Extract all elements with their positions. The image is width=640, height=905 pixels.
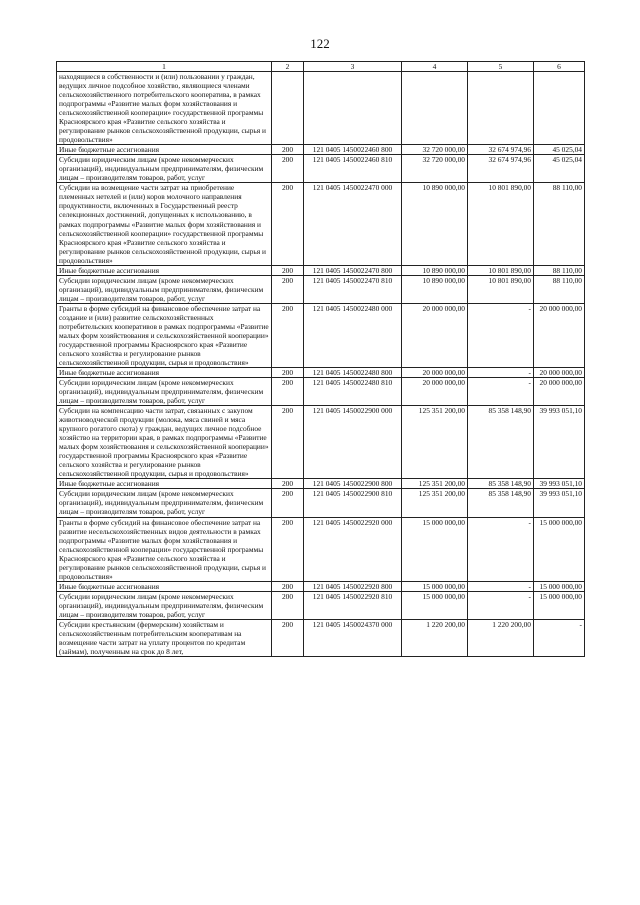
row-plan-amount-cell: 15 000 000,00 bbox=[402, 517, 468, 581]
row-plan-amount-cell: 32 720 000,00 bbox=[402, 155, 468, 183]
row-plan-amount-cell: 20 000 000,00 bbox=[402, 378, 468, 406]
row-kbk-cell: 121 0405 1450022480 000 bbox=[304, 303, 402, 367]
row-remainder-amount-cell: 15 000 000,00 bbox=[534, 517, 585, 581]
table-row bbox=[57, 72, 585, 145]
row-executed-amount-cell: - bbox=[468, 591, 534, 619]
row-kbk-cell: 121 0405 1450022460 800 bbox=[304, 145, 402, 155]
row-plan-amount-cell: 10 890 000,00 bbox=[402, 265, 468, 275]
row-name-cell: находящиеся в собственности и (или) пользовании у граждан, ведущих личное подсобное хозяйство, являющиеся членами сельскохозяйственного потребительского кооператива, в рамках подпрограммы «Развитие малых форм хозяйствования и сельскохозяйственной кооперации» государственной программы Красноярского края «Развитие сельского хозяйства и регулирование рынков сельскохозяйственной продукции, сырья и продовольствия» bbox=[57, 72, 272, 145]
row-code-cell: 200 bbox=[272, 303, 304, 367]
row-name-cell: Субсидии крестьянским (фермерским) хозяйствам и сельскохозяйственным потребительским кооперативам на возмещение части затрат на уплату процентов по кредитам (займам), полученным на срок до 8 лет, bbox=[57, 619, 272, 656]
row-code-cell: 200 bbox=[272, 489, 304, 517]
row-executed-amount-cell: 85 358 148,90 bbox=[468, 489, 534, 517]
table-row bbox=[57, 368, 585, 378]
row-name-cell: Иные бюджетные ассигнования bbox=[57, 479, 272, 489]
row-remainder-amount-cell: 45 025,04 bbox=[534, 145, 585, 155]
row-kbk-cell: 121 0405 1450022460 810 bbox=[304, 155, 402, 183]
row-code-cell: 200 bbox=[272, 406, 304, 479]
row-executed-amount-cell: 10 801 890,00 bbox=[468, 275, 534, 303]
row-executed-amount-cell: 10 801 890,00 bbox=[468, 183, 534, 265]
row-executed-amount-cell: - bbox=[468, 517, 534, 581]
column-header: 4 bbox=[402, 62, 468, 72]
table-row bbox=[57, 145, 585, 155]
row-executed-amount-cell: 85 358 148,90 bbox=[468, 479, 534, 489]
row-plan-amount-cell: 125 351 200,00 bbox=[402, 489, 468, 517]
table-row bbox=[57, 489, 585, 517]
row-plan-amount-cell: 32 720 000,00 bbox=[402, 145, 468, 155]
table-row bbox=[57, 406, 585, 479]
row-plan-amount-cell: 10 890 000,00 bbox=[402, 275, 468, 303]
row-code-cell: 200 bbox=[272, 581, 304, 591]
row-code-cell: 200 bbox=[272, 183, 304, 265]
row-plan-amount-cell: 125 351 200,00 bbox=[402, 406, 468, 479]
row-code-cell: 200 bbox=[272, 145, 304, 155]
row-executed-amount-cell: - bbox=[468, 368, 534, 378]
row-name-cell: Субсидии юридическим лицам (кроме некоммерческих организаций), индивидуальным предпринимателям, физическим лицам – производителям товаров, работ, услуг bbox=[57, 591, 272, 619]
row-name-cell: Субсидии юридическим лицам (кроме некоммерческих организаций), индивидуальным предпринимателям, физическим лицам – производителям товаров, работ, услуг bbox=[57, 489, 272, 517]
row-kbk-cell: 121 0405 1450022480 800 bbox=[304, 368, 402, 378]
row-remainder-amount-cell: 88 110,00 bbox=[534, 265, 585, 275]
row-executed-amount-cell: 10 801 890,00 bbox=[468, 265, 534, 275]
row-kbk-cell: 121 0405 1450022920 000 bbox=[304, 517, 402, 581]
column-header: 5 bbox=[468, 62, 534, 72]
row-name-cell: Иные бюджетные ассигнования bbox=[57, 368, 272, 378]
column-header: 1 bbox=[57, 62, 272, 72]
row-kbk-cell: 121 0405 1450022480 810 bbox=[304, 378, 402, 406]
row-plan-amount-cell bbox=[402, 72, 468, 145]
budget-table bbox=[56, 61, 585, 657]
row-name-cell: Субсидии на компенсацию части затрат, связанных с закупом животноводческой продукции (молока, мяса свиней и мяса крупного рогатого скота) у граждан, ведущих личное подсобное хозяйство на территории края, в рамках подпрограммы «Развитие малых форм хозяйствования и сельскохозяйственной кооперации» государственной программы Красноярского края «Развитие сельского хозяйства и регулирование рынков сельскохозяйственной продукции, сырья и продовольствия» bbox=[57, 406, 272, 479]
row-remainder-amount-cell bbox=[534, 72, 585, 145]
row-executed-amount-cell bbox=[468, 72, 534, 145]
table-row bbox=[57, 378, 585, 406]
row-executed-amount-cell: - bbox=[468, 303, 534, 367]
row-executed-amount-cell: - bbox=[468, 581, 534, 591]
row-code-cell: 200 bbox=[272, 517, 304, 581]
table-row bbox=[57, 479, 585, 489]
row-remainder-amount-cell: - bbox=[534, 619, 585, 656]
row-plan-amount-cell: 20 000 000,00 bbox=[402, 368, 468, 378]
row-kbk-cell: 121 0405 1450022900 000 bbox=[304, 406, 402, 479]
row-kbk-cell: 121 0405 1450022470 800 bbox=[304, 265, 402, 275]
row-name-cell: Гранты в форме субсидий на финансовое обеспечение затрат на создание и (или) развитие сельскохозяйственных потребительских кооперативов в рамках подпрограммы «Развитие малых форм хозяйствования и сельскохозяйственной кооперации» государственной программы Красноярского края «Развитие сельского хозяйства и регулирование рынков сельскохозяйственной продукции, сырья и продовольствия» bbox=[57, 303, 272, 367]
row-remainder-amount-cell: 39 993 051,10 bbox=[534, 489, 585, 517]
row-kbk-cell: 121 0405 1450024370 000 bbox=[304, 619, 402, 656]
row-executed-amount-cell: 85 358 148,90 bbox=[468, 406, 534, 479]
row-kbk-cell: 121 0405 1450022920 800 bbox=[304, 581, 402, 591]
row-name-cell: Иные бюджетные ассигнования bbox=[57, 145, 272, 155]
table-row bbox=[57, 155, 585, 183]
row-remainder-amount-cell: 39 993 051,10 bbox=[534, 406, 585, 479]
column-header: 3 bbox=[304, 62, 402, 72]
row-kbk-cell: 121 0405 1450022900 810 bbox=[304, 489, 402, 517]
row-remainder-amount-cell: 88 110,00 bbox=[534, 275, 585, 303]
row-code-cell: 200 bbox=[272, 619, 304, 656]
row-remainder-amount-cell: 20 000 000,00 bbox=[534, 378, 585, 406]
row-code-cell: 200 bbox=[272, 378, 304, 406]
row-code-cell bbox=[272, 72, 304, 145]
row-remainder-amount-cell: 20 000 000,00 bbox=[534, 303, 585, 367]
table-header-row bbox=[57, 62, 585, 72]
row-plan-amount-cell: 1 220 200,00 bbox=[402, 619, 468, 656]
row-code-cell: 200 bbox=[272, 591, 304, 619]
table-row bbox=[57, 303, 585, 367]
row-plan-amount-cell: 20 000 000,00 bbox=[402, 303, 468, 367]
row-executed-amount-cell: 32 674 974,96 bbox=[468, 155, 534, 183]
row-remainder-amount-cell: 88 110,00 bbox=[534, 183, 585, 265]
row-code-cell: 200 bbox=[272, 479, 304, 489]
row-executed-amount-cell: 1 220 200,00 bbox=[468, 619, 534, 656]
table-row bbox=[57, 591, 585, 619]
column-header: 6 bbox=[534, 62, 585, 72]
column-header: 2 bbox=[272, 62, 304, 72]
row-name-cell: Субсидии юридическим лицам (кроме некоммерческих организаций), индивидуальным предпринимателям, физическим лицам – производителям товаров, работ, услуг bbox=[57, 378, 272, 406]
row-name-cell: Иные бюджетные ассигнования bbox=[57, 265, 272, 275]
row-code-cell: 200 bbox=[272, 275, 304, 303]
row-name-cell: Иные бюджетные ассигнования bbox=[57, 581, 272, 591]
page-number: 122 bbox=[310, 36, 330, 51]
table-row bbox=[57, 265, 585, 275]
row-kbk-cell bbox=[304, 72, 402, 145]
row-code-cell: 200 bbox=[272, 155, 304, 183]
row-code-cell: 200 bbox=[272, 368, 304, 378]
table-row bbox=[57, 183, 585, 265]
row-remainder-amount-cell: 15 000 000,00 bbox=[534, 581, 585, 591]
table-row bbox=[57, 581, 585, 591]
row-remainder-amount-cell: 45 025,04 bbox=[534, 155, 585, 183]
row-name-cell: Субсидии юридическим лицам (кроме некоммерческих организаций), индивидуальным предпринимателям, физическим лицам – производителям товаров, работ, услуг bbox=[57, 275, 272, 303]
row-plan-amount-cell: 15 000 000,00 bbox=[402, 591, 468, 619]
row-plan-amount-cell: 15 000 000,00 bbox=[402, 581, 468, 591]
table-row bbox=[57, 619, 585, 656]
row-remainder-amount-cell: 15 000 000,00 bbox=[534, 591, 585, 619]
row-remainder-amount-cell: 39 993 051,10 bbox=[534, 479, 585, 489]
row-kbk-cell: 121 0405 1450022900 800 bbox=[304, 479, 402, 489]
row-name-cell: Гранты в форме субсидий на финансовое обеспечение затрат на развитие несельскохозяйственных видов деятельности в рамках подпрограммы «Развитие малых форм хозяйствования и сельскохозяйственной кооперации» государственной программы Красноярского края «Развитие сельского хозяйства и регулирование рынков сельскохозяйственной продукции, сырья и продовольствия» bbox=[57, 517, 272, 581]
row-name-cell: Субсидии на возмещение части затрат на приобретение племенных нетелей и (или) коров молочного направления продуктивности, включенных в Государственный реестр селекционных достижений, допущенных к использованию, в рамках подпрограммы «Развитие малых форм хозяйствования и сельскохозяйственной кооперации» государственной программы Красноярского края «Развитие сельского хозяйства и регулирование рынков сельскохозяйственной продукции, сырья и продовольствия» bbox=[57, 183, 272, 265]
row-plan-amount-cell: 10 890 000,00 bbox=[402, 183, 468, 265]
row-remainder-amount-cell: 20 000 000,00 bbox=[534, 368, 585, 378]
row-kbk-cell: 121 0405 1450022470 000 bbox=[304, 183, 402, 265]
row-kbk-cell: 121 0405 1450022470 810 bbox=[304, 275, 402, 303]
row-executed-amount-cell: 32 674 974,96 bbox=[468, 145, 534, 155]
table-row bbox=[57, 517, 585, 581]
row-executed-amount-cell: - bbox=[468, 378, 534, 406]
row-kbk-cell: 121 0405 1450022920 810 bbox=[304, 591, 402, 619]
table-row bbox=[57, 275, 585, 303]
row-code-cell: 200 bbox=[272, 265, 304, 275]
row-name-cell: Субсидии юридическим лицам (кроме некоммерческих организаций), индивидуальным предпринимателям, физическим лицам – производителям товаров, работ, услуг bbox=[57, 155, 272, 183]
row-plan-amount-cell: 125 351 200,00 bbox=[402, 479, 468, 489]
